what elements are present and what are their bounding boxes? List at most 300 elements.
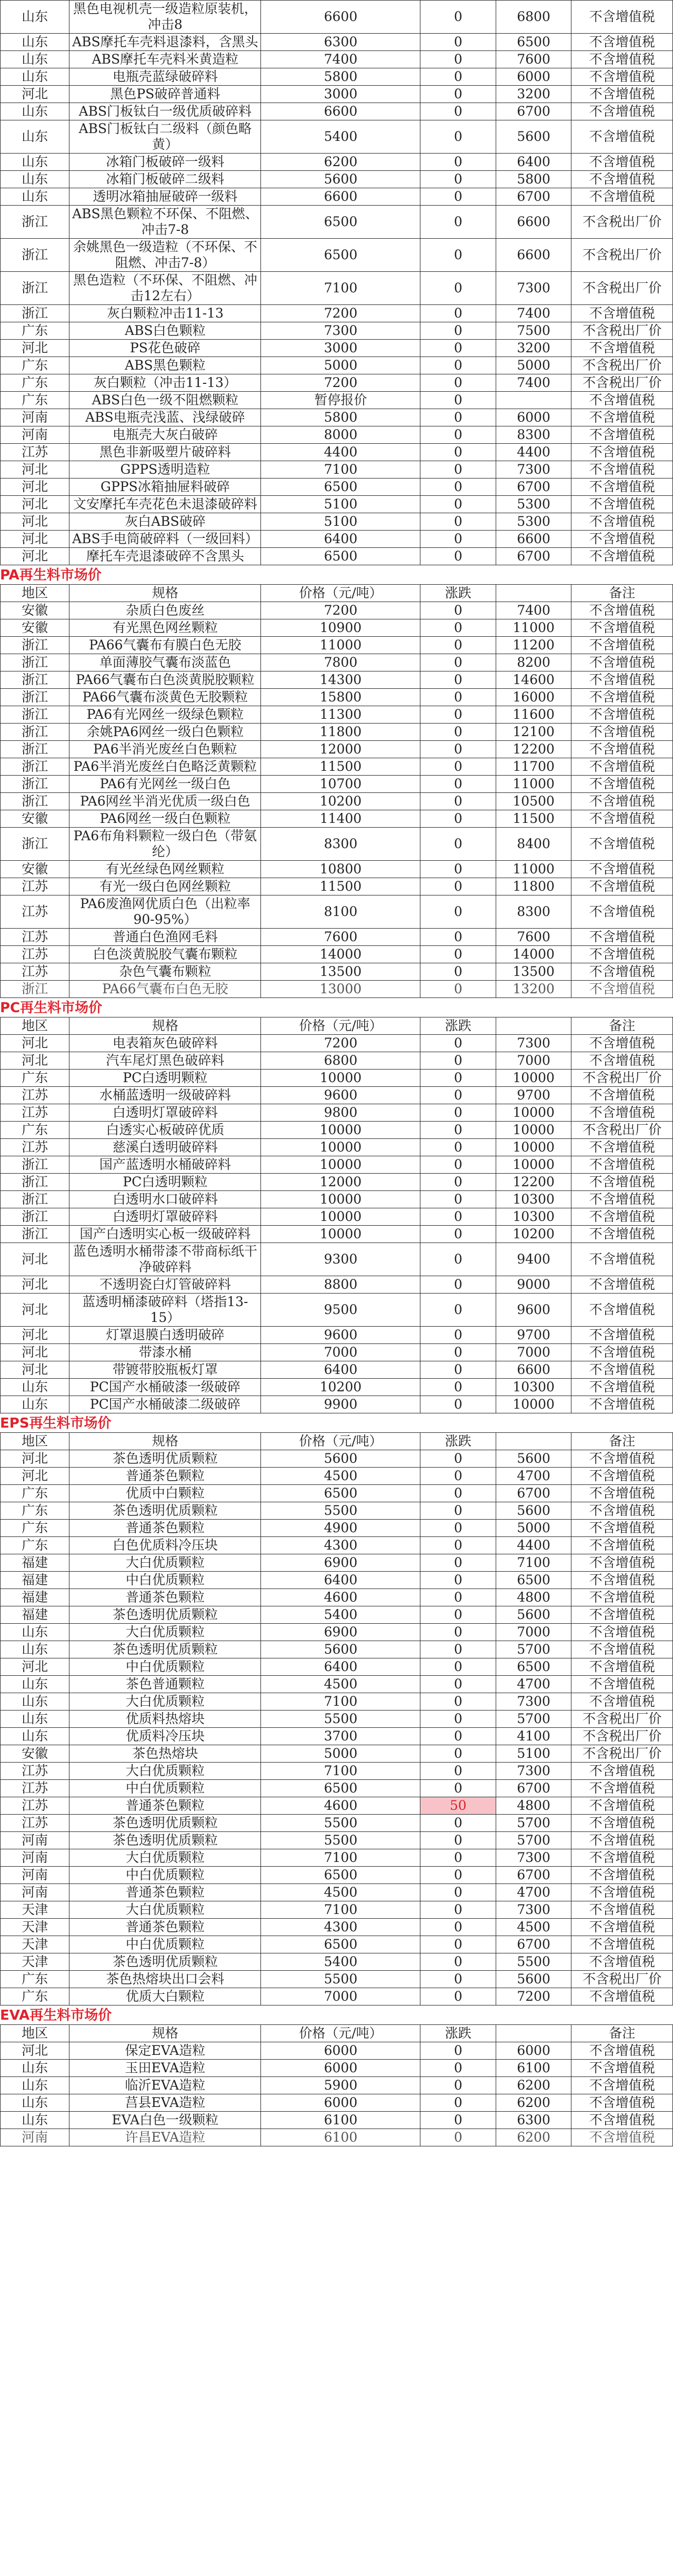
cell-note: 不含增值税	[571, 1485, 673, 1502]
table-row	[1, 1572, 673, 1589]
table-row	[1, 1710, 673, 1728]
cell-spec: 冰箱门板破碎二级料	[69, 171, 261, 188]
cell-spec: PA6半消光废丝白色略泛黄颗粒	[69, 758, 261, 776]
cell-prev: 5600	[496, 1450, 571, 1468]
cell-prev: 9600	[496, 1294, 571, 1327]
section-title: PC再生料市场价	[0, 1000, 103, 1016]
cell-region: 浙江	[1, 671, 69, 689]
cell-prev: 3200	[496, 86, 571, 103]
cell-note: 不含增值税	[571, 86, 673, 103]
cell-price: 7200	[261, 602, 420, 619]
header-cell-change: 涨跌	[420, 1433, 496, 1450]
cell-region: 广东	[1, 1520, 69, 1537]
cell-prev: 16000	[496, 689, 571, 706]
cell-note: 不含增值税	[571, 741, 673, 758]
cell-spec: PA66气囊布有膜白色无胶	[69, 637, 261, 654]
cell-change: 0	[420, 1728, 496, 1745]
cell-region: 河北	[1, 1658, 69, 1676]
cell-price: 6600	[261, 1, 420, 34]
cell-spec: 茶色热熔块	[69, 1745, 261, 1763]
cell-note: 不含增值税	[571, 1867, 673, 1884]
cell-change: 0	[420, 1156, 496, 1174]
table-header-row	[1, 2025, 673, 2042]
cell-change: 0	[420, 1658, 496, 1676]
cell-prev: 5600	[496, 1606, 571, 1624]
cell-region: 浙江	[1, 239, 69, 272]
cell-spec: PA66气囊布白色无胶	[69, 981, 261, 998]
cell-note: 不含增值税	[571, 444, 673, 461]
cell-change: 0	[420, 1052, 496, 1070]
cell-region: 浙江	[1, 758, 69, 776]
cell-region: 山东	[1, 103, 69, 120]
cell-spec: ABS手电筒破碎料（一级回料）	[69, 531, 261, 548]
table-row	[1, 1780, 673, 1797]
cell-note: 不含增值税	[571, 1174, 673, 1191]
cell-note: 不含增值税	[571, 1676, 673, 1693]
table-row	[1, 1208, 673, 1226]
cell-region: 江苏	[1, 1797, 69, 1815]
cell-price: 7200	[261, 305, 420, 322]
cell-note: 不含增值税	[571, 2077, 673, 2094]
cell-region: 广东	[1, 322, 69, 340]
cell-spec: PA6网丝一级白色颗粒	[69, 810, 261, 828]
cell-prev: 7000	[496, 1344, 571, 1361]
cell-prev: 6500	[496, 34, 571, 51]
cell-price: 6000	[261, 2094, 420, 2112]
cell-region: 福建	[1, 1554, 69, 1572]
cell-prev: 7300	[496, 1849, 571, 1867]
cell-note: 不含增值税	[571, 120, 673, 154]
cell-note: 不含增值税	[571, 1104, 673, 1122]
cell-region: 福建	[1, 1589, 69, 1606]
cell-spec: PA6半消光废丝白色颗粒	[69, 741, 261, 758]
cell-price: 6400	[261, 1361, 420, 1379]
table-row	[1, 2077, 673, 2094]
cell-price: 10000	[261, 1208, 420, 1226]
cell-prev: 6800	[496, 1, 571, 34]
cell-prev: 10000	[496, 1139, 571, 1156]
cell-prev: 7300	[496, 272, 571, 305]
cell-region: 山东	[1, 1676, 69, 1693]
cell-price: 9300	[261, 1243, 420, 1276]
cell-region: 广东	[1, 1537, 69, 1554]
cell-change: 0	[420, 2042, 496, 2060]
cell-prev: 4800	[496, 1589, 571, 1606]
cell-region: 广东	[1, 1502, 69, 1520]
cell-spec: 白透明灯罩破碎料	[69, 1208, 261, 1226]
cell-prev: 7400	[496, 374, 571, 392]
cell-change: 0	[420, 2060, 496, 2077]
cell-note: 不含增值税	[571, 2129, 673, 2146]
cell-change: 0	[420, 272, 496, 305]
cell-spec: 灰白颗粒（冲击11-13）	[69, 374, 261, 392]
table-row	[1, 1361, 673, 1379]
cell-region: 福建	[1, 1572, 69, 1589]
table-row	[1, 963, 673, 981]
table-row	[1, 1087, 673, 1104]
cell-note: 不含税出厂价	[571, 1745, 673, 1763]
cell-prev: 10000	[496, 1122, 571, 1139]
cell-prev: 6600	[496, 206, 571, 239]
cell-spec: 大白优质颗粒	[69, 1849, 261, 1867]
cell-region: 浙江	[1, 206, 69, 239]
cell-price: 11400	[261, 810, 420, 828]
section-title: EVA再生料市场价	[0, 2008, 112, 2023]
cell-change: 0	[420, 1104, 496, 1122]
cell-change: 0	[420, 34, 496, 51]
table-row	[1, 1226, 673, 1243]
cell-region: 广东	[1, 392, 69, 409]
cell-spec: GPPS透明造粒	[69, 461, 261, 478]
cell-change: 0	[420, 1379, 496, 1396]
cell-prev: 6700	[496, 478, 571, 496]
cell-price: 6800	[261, 1052, 420, 1070]
cell-prev: 4500	[496, 1919, 571, 1936]
cell-note: 不含增值税	[571, 1468, 673, 1485]
cell-region: 山东	[1, 120, 69, 154]
cell-region: 浙江	[1, 828, 69, 861]
cell-note: 不含增值税	[571, 1763, 673, 1780]
table-row	[1, 1344, 673, 1361]
cell-prev: 5000	[496, 1520, 571, 1537]
cell-note: 不含增值税	[571, 1294, 673, 1327]
cell-region: 山东	[1, 68, 69, 86]
cell-spec: 普通茶色颗粒	[69, 1884, 261, 1901]
cell-region: 江苏	[1, 946, 69, 963]
cell-region: 河北	[1, 1052, 69, 1070]
cell-change: 0	[420, 810, 496, 828]
cell-spec: ABS黑色颗粒	[69, 357, 261, 374]
cell-note: 不含增值税	[571, 1832, 673, 1849]
table-row	[1, 1174, 673, 1191]
cell-price: 7100	[261, 272, 420, 305]
cell-region: 浙江	[1, 305, 69, 322]
cell-price: 10200	[261, 793, 420, 810]
cell-spec: 临沂EVA造粒	[69, 2077, 261, 2094]
cell-prev: 12200	[496, 741, 571, 758]
cell-region: 浙江	[1, 272, 69, 305]
cell-region: 山东	[1, 51, 69, 68]
cell-change: 0	[420, 1537, 496, 1554]
table-row	[1, 206, 673, 239]
cell-prev: 7500	[496, 322, 571, 340]
table-row	[1, 1624, 673, 1641]
table-row	[1, 1485, 673, 1502]
cell-region: 山东	[1, 1396, 69, 1413]
cell-prev: 6100	[496, 2060, 571, 2077]
cell-change: 50	[420, 1797, 496, 1815]
cell-note: 不含增值税	[571, 637, 673, 654]
cell-prev: 7300	[496, 1763, 571, 1780]
cell-change: 0	[420, 1971, 496, 1988]
table-row	[1, 1832, 673, 1849]
cell-region: 山东	[1, 2060, 69, 2077]
cell-price: 14000	[261, 946, 420, 963]
table-row	[1, 1936, 673, 1953]
cell-spec: ABS电瓶壳浅蓝、浅绿破碎	[69, 409, 261, 426]
cell-spec: 蓝色透明水桶带漆不带商标纸干净破碎料	[69, 1243, 261, 1276]
cell-spec: 黑色PS破碎普通料	[69, 86, 261, 103]
table-row	[1, 689, 673, 706]
cell-price: 6100	[261, 2112, 420, 2129]
header-cell-region: 地区	[1, 1433, 69, 1450]
cell-prev: 10200	[496, 1226, 571, 1243]
table-row	[1, 154, 673, 171]
cell-spec: ABS摩托车壳料米黄造粒	[69, 51, 261, 68]
cell-price: 4300	[261, 1537, 420, 1554]
cell-prev: 6300	[496, 2112, 571, 2129]
cell-spec: 有光黑色网丝颗粒	[69, 619, 261, 637]
cell-region: 江苏	[1, 444, 69, 461]
cell-change: 0	[420, 1884, 496, 1901]
table-row	[1, 2094, 673, 2112]
cell-spec: 电瓶壳大灰白破碎	[69, 426, 261, 444]
cell-region: 河北	[1, 478, 69, 496]
cell-price: 5100	[261, 513, 420, 531]
cell-note: 不含增值税	[571, 758, 673, 776]
table-row	[1, 1327, 673, 1344]
cell-spec: 茶色透明优质颗粒	[69, 1815, 261, 1832]
table-row	[1, 1849, 673, 1867]
header-cell-note: 备注	[571, 2025, 673, 2042]
cell-price: 7200	[261, 1035, 420, 1052]
cell-note: 不含增值税	[571, 1554, 673, 1572]
cell-change: 0	[420, 1502, 496, 1520]
cell-change: 0	[420, 1745, 496, 1763]
table-row	[1, 1156, 673, 1174]
cell-prev: 9700	[496, 1327, 571, 1344]
cell-prev: 4400	[496, 1537, 571, 1554]
cell-change: 0	[420, 1344, 496, 1361]
cell-prev: 8300	[496, 895, 571, 929]
cell-spec: 黑色造粒（不环保、不阻燃、冲击12左右）	[69, 272, 261, 305]
cell-prev: 10000	[496, 1156, 571, 1174]
cell-spec: 大白优质颗粒	[69, 1901, 261, 1919]
cell-change: 0	[420, 654, 496, 671]
table-row	[1, 1520, 673, 1537]
cell-region: 安徽	[1, 1745, 69, 1763]
cell-prev: 5600	[496, 1971, 571, 1988]
cell-prev: 4700	[496, 1468, 571, 1485]
cell-price: 9600	[261, 1327, 420, 1344]
cell-prev: 11500	[496, 810, 571, 828]
cell-spec: PC国产水桶破漆二级破碎	[69, 1396, 261, 1413]
cell-price: 14300	[261, 671, 420, 689]
cell-spec: 茶色透明优质颗粒	[69, 1832, 261, 1849]
cell-spec: 茶色透明优质颗粒	[69, 1450, 261, 1468]
cell-note: 不含增值税	[571, 861, 673, 878]
cell-region: 江苏	[1, 1087, 69, 1104]
cell-change: 0	[420, 1693, 496, 1710]
cell-region: 浙江	[1, 981, 69, 998]
cell-change: 0	[420, 461, 496, 478]
cell-price: 6900	[261, 1554, 420, 1572]
cell-spec: 茶色透明优质颗粒	[69, 1641, 261, 1658]
cell-change: 0	[420, 154, 496, 171]
cell-spec: 普通茶色颗粒	[69, 1589, 261, 1606]
cell-prev: 11600	[496, 706, 571, 724]
cell-region: 广东	[1, 1485, 69, 1502]
cell-price: 5600	[261, 1641, 420, 1658]
cell-region: 江苏	[1, 878, 69, 895]
cell-change: 0	[420, 2129, 496, 2146]
table-row	[1, 1276, 673, 1294]
price-table	[0, 1017, 673, 1413]
table-row	[1, 1070, 673, 1087]
cell-spec: 茶色透明优质颗粒	[69, 1502, 261, 1520]
cell-spec: 茶色普通颗粒	[69, 1676, 261, 1693]
cell-note: 不含增值税	[571, 1327, 673, 1344]
header-cell-price: 价格（元/吨）	[261, 1433, 420, 1450]
table-row	[1, 1396, 673, 1413]
cell-spec: 白透明灯罩破碎料	[69, 1104, 261, 1122]
cell-region: 浙江	[1, 1156, 69, 1174]
cell-note: 不含税出厂价	[571, 1971, 673, 1988]
cell-region: 山东	[1, 1, 69, 34]
cell-change: 0	[420, 513, 496, 531]
header-cell-note: 备注	[571, 585, 673, 602]
cell-price: 7100	[261, 1693, 420, 1710]
cell-region: 浙江	[1, 1208, 69, 1226]
cell-prev: 8200	[496, 654, 571, 671]
cell-note: 不含增值税	[571, 409, 673, 426]
cell-region: 河北	[1, 1450, 69, 1468]
cell-region: 天津	[1, 1936, 69, 1953]
cell-change: 0	[420, 1087, 496, 1104]
cell-spec: PA6布角料颗粒一级白色（带氨纶）	[69, 828, 261, 861]
cell-change: 0	[420, 1554, 496, 1572]
cell-change: 0	[420, 1936, 496, 1953]
cell-note: 不含增值税	[571, 1884, 673, 1901]
cell-price: 11800	[261, 724, 420, 741]
cell-spec: 白透实心板破碎优质	[69, 1122, 261, 1139]
cell-spec: 慈溪白透明破碎料	[69, 1139, 261, 1156]
cell-price: 5000	[261, 357, 420, 374]
cell-price: 6600	[261, 188, 420, 206]
table-row	[1, 34, 673, 51]
cell-prev: 11000	[496, 776, 571, 793]
cell-price: 11500	[261, 758, 420, 776]
cell-change: 0	[420, 2094, 496, 2112]
cell-region: 山东	[1, 2077, 69, 2094]
table-row	[1, 1589, 673, 1606]
cell-region: 江苏	[1, 963, 69, 981]
table-row	[1, 531, 673, 548]
cell-price: 8300	[261, 828, 420, 861]
cell-prev: 5700	[496, 1710, 571, 1728]
cell-region: 浙江	[1, 637, 69, 654]
cell-change: 0	[420, 2112, 496, 2129]
table-row	[1, 1815, 673, 1832]
cell-price: 5400	[261, 120, 420, 154]
cell-note: 不含增值税	[571, 946, 673, 963]
cell-prev: 6700	[496, 103, 571, 120]
cell-note: 不含增值税	[571, 2112, 673, 2129]
cell-price: 7000	[261, 1344, 420, 1361]
table-row	[1, 1693, 673, 1710]
cell-price: 7000	[261, 1988, 420, 2005]
cell-note: 不含增值税	[571, 671, 673, 689]
cell-region: 河北	[1, 1344, 69, 1361]
cell-spec: PA6有光网丝一级白色	[69, 776, 261, 793]
cell-note: 不含增值税	[571, 1936, 673, 1953]
table-row	[1, 1641, 673, 1658]
cell-region: 天津	[1, 1953, 69, 1971]
cell-prev: 11700	[496, 758, 571, 776]
cell-note: 不含增值税	[571, 426, 673, 444]
table-row	[1, 357, 673, 374]
cell-prev: 4400	[496, 444, 571, 461]
cell-spec: 优质中白颗粒	[69, 1485, 261, 1502]
cell-price: 6500	[261, 548, 420, 565]
cell-price: 10000	[261, 1191, 420, 1208]
cell-region: 河北	[1, 1035, 69, 1052]
cell-note: 不含增值税	[571, 1606, 673, 1624]
header-cell-note: 备注	[571, 1017, 673, 1035]
table-row	[1, 340, 673, 357]
cell-price: 4600	[261, 1797, 420, 1815]
table-row	[1, 1294, 673, 1327]
cell-change: 0	[420, 1901, 496, 1919]
cell-change: 0	[420, 86, 496, 103]
table-row	[1, 895, 673, 929]
cell-spec: 中白优质颗粒	[69, 1572, 261, 1589]
cell-spec: 黑色非新吸塑片破碎料	[69, 444, 261, 461]
cell-price: 6400	[261, 1658, 420, 1676]
cell-change: 0	[420, 963, 496, 981]
cell-prev: 7300	[496, 461, 571, 478]
cell-spec: 灰白颗粒冲击11-13	[69, 305, 261, 322]
cell-note: 不含增值税	[571, 496, 673, 513]
cell-prev: 7100	[496, 1554, 571, 1572]
cell-note: 不含增值税	[571, 706, 673, 724]
cell-price: 11000	[261, 637, 420, 654]
cell-region: 广东	[1, 1070, 69, 1087]
cell-spec: 有光丝绿色网丝颗粒	[69, 861, 261, 878]
cell-region: 浙江	[1, 689, 69, 706]
cell-price: 6500	[261, 239, 420, 272]
table-row	[1, 637, 673, 654]
table-row	[1, 1728, 673, 1745]
cell-note: 不含增值税	[571, 1919, 673, 1936]
header-cell-price: 价格（元/吨）	[261, 1017, 420, 1035]
cell-change: 0	[420, 478, 496, 496]
cell-spec: PA66气囊布白色淡黄脱胶颗粒	[69, 671, 261, 689]
cell-price: 10800	[261, 861, 420, 878]
cell-change: 0	[420, 1361, 496, 1379]
cell-prev: 6200	[496, 2077, 571, 2094]
cell-prev: 7400	[496, 305, 571, 322]
cell-region: 河北	[1, 461, 69, 478]
cell-prev: 9400	[496, 1243, 571, 1276]
table-row	[1, 1243, 673, 1276]
cell-price: 3000	[261, 340, 420, 357]
cell-spec: PA6有光网丝一级绿色颗粒	[69, 706, 261, 724]
cell-note: 不含增值税	[571, 689, 673, 706]
cell-change: 0	[420, 1243, 496, 1276]
cell-price: 15800	[261, 689, 420, 706]
cell-prev: 5600	[496, 1502, 571, 1520]
cell-region: 江苏	[1, 1139, 69, 1156]
cell-change: 0	[420, 637, 496, 654]
cell-price: 6100	[261, 2129, 420, 2146]
cell-region: 浙江	[1, 1174, 69, 1191]
cell-note: 不含增值税	[571, 1139, 673, 1156]
table-row	[1, 86, 673, 103]
cell-spec: 白色淡黄脱胶气囊布颗粒	[69, 946, 261, 963]
cell-spec: 国产白透明实心板一级破碎料	[69, 1226, 261, 1243]
table-row	[1, 513, 673, 531]
